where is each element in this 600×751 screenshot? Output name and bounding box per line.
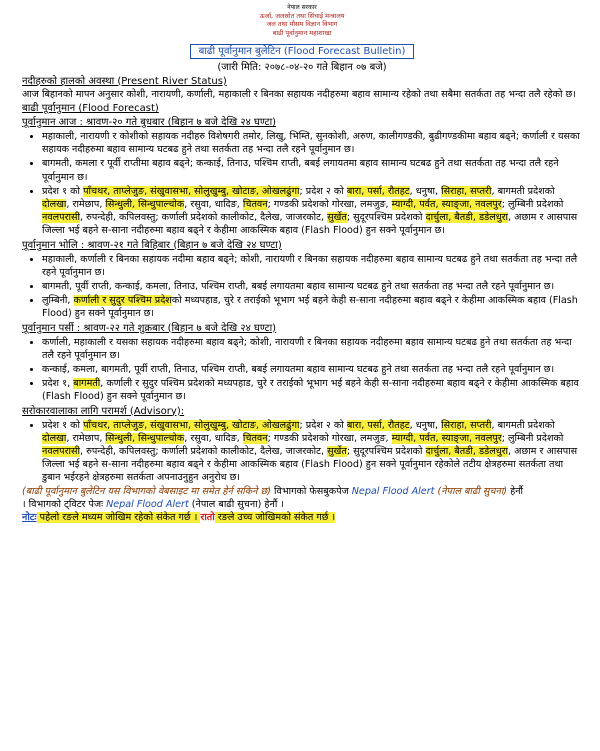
tomorrow-item-1: • महाकाली, कर्णाली र बिनका सहायक नदीमा बहाव बढ्ने; कोशी, नारायणी र बिनका सहायक नदीहरुमा बहाव सामान्य घटबढ हुने तथा सतर्कता तह भन्दा तलै रहने पूर्वानुमान छ। xyxy=(42,253,582,279)
today-item-3: • प्रदेश १ को पाँचथर, ताप्लेजुङ, संखुवासभा, सोलुखुम्बु, खोटाङ, ओखलढुंगा; प्रदेश २ को बारा, पर्सा, रौतहट, धनुषा, सिराहा, सप्तरी, बागमती प्रदेशको दोलखा, रामेछाप, सिन्धुली, सिन्धुपाल्चोक, रसुवा, धादिङ, चितवन; गण्डकी प्रदेशको गोरखा, लमजुङ, म्याग्दी, पर्वत, स्याङ्जा, नवलपुर; लुम्बिनी प्रदेशको नवलपरासी, रुपन्देही, कपिलवस्तु; कर्णाली प्रदेशको कालीकोट, दैलेख, जाजरकोट, सुर्खेत; सुदूरपश्चिम प्रदेशको दार्चुला, बैतडी, डडेलधुरा, अछाम र आसपास जिल्ला भई बहने स-साना नदीहरुमा बहाव बढ्ने र केहीमा आकस्मिक बहाव (Flash Flood) हुन सक्ने पूर्वानुमान छ। xyxy=(42,185,582,238)
highlight-district: चितवन xyxy=(242,432,268,444)
advisory-heading: सरोकारवालाका लागि परामर्श (Advisory): xyxy=(22,405,185,417)
highlight-district: दार्चुला, बैतडी, डडेलधुरा xyxy=(425,212,509,224)
footer-links: (बाढी पूर्वानुमान बुलेटिन यस विभागको वेबसाइट मा समेत हेर्न सकिने छ) विभागको फेसबुकपेज Nepal Flood Alert (नेपाल बाढी सुचना) हेर्नौ xyxy=(22,485,524,497)
dayafter-heading: पूर्वानुमान पर्सी : श्रावण-२२ गते शुक्रबार (बिहान ७ बजे देखि २४ घण्टा) xyxy=(22,322,277,334)
river-status-text: आज बिहानको मापन अनुसार कोशी, नारायणी, कर्णाली, महाकाली र बिनका सहायक नदीहरुमा बहाव सामान्य रहेको तथा सबैमा सतर्कता तह भन्दा तलै रहेको छ। xyxy=(22,88,576,100)
dayafter-item-1: • कर्णाली, महाकाली र यसका सहायक नदीहरुमा बहाव बढ्ने; कोशी, नारायणी र बिनका सहायक नदीहरुमा बहाव सामान्य घटबढ हुने तथा सतर्कता तह भन्दा तलै रहने पूर्वानुमान छ। xyxy=(42,336,582,362)
highlight-district: सुर्खेत xyxy=(327,446,347,458)
highlight-district: म्याग्दी, पर्वत, स्याङ्जा, नवलपुर xyxy=(391,432,502,444)
tomorrow-item-2: • बागमती, पूर्वी राप्ती, कन्काई, कमला, तिनाउ, पश्चिम राप्ती, बबई लगायतमा बहाव सामान्य घटबढ हुने तथा सतर्कता तह भन्दा तलै रहने पूर्वानुमान छ। xyxy=(42,280,582,293)
bulletin-title: बाढी पूर्वानुमान बुलेटिन (Flood Forecast Bulletin) xyxy=(190,44,415,59)
red-note: रङले उच्च जोखिमको संकेत गर्छ । xyxy=(214,511,336,523)
highlight-district: पाँचथर, ताप्लेजुङ, संखुवासभा, सोलुखुम्बु, खोटाङ, ओखलढुंगा xyxy=(83,185,300,197)
river-status-heading: नदीहरुको हालको अवस्था (Present River Status) xyxy=(22,75,227,87)
dayafter-item-2: • कन्काई, कमला, बागमती, पूर्वी राप्ती, तिनाउ, पश्चिम राप्ती, बबई लगायतमा बहाव सामान्य घटबढ हुने तथा सतर्कता तह भन्दा तलै रहने पूर्वानुमान छ। xyxy=(42,363,582,376)
dayafter-list xyxy=(22,336,582,404)
today-item-2: • बागमती, कमला र पूर्वी राप्तीमा बहाव बढ्ने; कन्काई, तिनाउ, पश्चिम राप्ती, बबई लगायतमा बहाव सामान्य घटबढ हुने तथा सतर्कता तह भन्दा तलै रहने पूर्वानुमान छ। xyxy=(42,157,582,183)
issue-date: (जारी मिति: २०७८-०४-२० गते बिहान ०७ बजे) xyxy=(217,61,387,73)
department-name: जल तथा मौसम विज्ञान विभाग xyxy=(266,20,338,29)
highlight-district: सिराहा, सप्तरी xyxy=(441,419,492,431)
red-word: रातो xyxy=(200,511,215,523)
tomorrow-item-3: • लुम्बिनी, कर्णाली र सुदुर पश्चिम प्रदेशको मध्यपहाड, चुरे र तराईको भूभाग भई बहने केही स-साना नदीहरुमा बहाव बढ्ने र केहीमा आकस्मिक बहाव (Flash Flood) हुन सक्ने पूर्वानुमान छ। xyxy=(42,294,582,320)
advisory-item-1: • प्रदेश १ को पाँचथर, ताप्लेजुङ, संखुवासभा, सोलुखुम्बु, खोटाङ, ओखलढुंगा; प्रदेश २ को बारा, पर्सा, रौतहट, धनुषा, सिराहा, सप्तरी, बागमती प्रदेशको दोलखा, रामेछाप, सिन्धुली, सिन्धुपाल्चोक, रसुवा, धादिङ, चितवन; गण्डकी प्रदेशको गोरखा, लमजुङ, म्याग्दी, पर्वत, स्याङ्जा, नवलपुर; लुम्बिनी प्रदेशको नवलपरासी, रुपन्देही, कपिलवस्तु; कर्णाली प्रदेशको कालीकोट, दैलेख, जाजरकोट, सुर्खेत; सुदूरपश्चिम प्रदेशको दार्चुला, बैतडी, डडेलधुरा, अछाम र आसपास जिल्ला भई बहने स-साना नदीहरुमा बहाव बढ्ने र केहीमा आकस्मिक बहाव (Flash Flood) हुन सक्ने पूर्वानुमान रहेकोले तटीय क्षेत्रहरुमा सतर्कता तथा डुबान भईरहने क्षेत्रहरुमा सतर्कता अपनाउनुहुन अनुरोध छ। xyxy=(42,419,582,485)
highlight-district: नवलपरासी xyxy=(42,446,80,458)
letterhead xyxy=(22,4,582,37)
tomorrow-heading: पूर्वानुमान भोलि : श्रावण-२१ गते बिहिबार (बिहान ७ बजे देखि २४ घण्टा) xyxy=(22,239,282,251)
today-list xyxy=(22,130,582,238)
facebook-link[interactable]: Nepal Flood Alert xyxy=(351,485,435,497)
highlight-district: पाँचथर, ताप्लेजुङ, संखुवासभा, सोलुखुम्बु, खोटाङ, ओखलढुंगा xyxy=(83,419,300,431)
highlight-district: दार्चुला, बैतडी, डडेलधुरा xyxy=(425,446,509,458)
note-label: नोटः xyxy=(22,511,37,523)
forecast-heading: बाढी पूर्वानुमान (Flood Forecast) xyxy=(22,103,159,115)
highlight-district: बारा, पर्सा, रौतहट xyxy=(346,419,410,431)
highlight-district: सिन्धुली, सिन्धुपाल्चोक xyxy=(105,432,185,444)
highlight-province: कर्णाली र सुदुर पश्चिम प्रदेश xyxy=(73,295,172,307)
highlight-district: सिराहा, सप्तरी xyxy=(441,185,492,197)
yellow-note: पहेलो रङले मध्यम जोखिम रहेको संकेत गर्छ । xyxy=(36,511,201,523)
ministry-name: ऊर्जा, जलस्रोत तथा सिंचाई मन्त्रालय xyxy=(259,12,345,21)
color-note xyxy=(22,511,582,524)
advisory-list xyxy=(22,419,582,485)
twitter-line: । विभागको ट्विटर पेजः Nepal Flood Alert (नेपाल बाढी सुचना) हेर्नौ । xyxy=(22,498,285,510)
highlight-district: म्याग्दी, पर्वत, स्याङ्जा, नवलपुर xyxy=(391,199,502,211)
division-name: बाढी पूर्वानुमान महाशाखा xyxy=(272,28,332,37)
highlight-district: सिन्धुली, सिन्धुपाल्चोक xyxy=(105,199,185,211)
highlight-province: बागमती xyxy=(73,378,101,390)
twitter-link[interactable]: Nepal Flood Alert xyxy=(106,498,189,510)
highlight-district: दोलखा xyxy=(42,199,67,211)
highlight-district: सुर्खेत xyxy=(327,212,347,224)
gov-name: नेपाल सरकार xyxy=(287,4,317,11)
today-heading: पूर्वानुमान आज : श्रावण-२० गते बुधबार (बिहान ७ बजे देखि २४ घण्टा) xyxy=(22,117,277,129)
highlight-district: बारा, पर्सा, रौतहट xyxy=(346,185,410,197)
today-item-1: • महाकाली, नारायणी र कोशीको सहायक नदीहरु विशेषगरी तमोर, लिखु, भिम्ति, सुनकोशी, अरुण, कालीगण्डकी, बुढीगण्डकीमा बहाव बढ्ने; कर्णाली र यसका सहायक नदीहरुमा बहाव सामान्य घटबढ हुने तथा सतर्कता तह भन्दा तलै रहने पूर्वानुमान छ। xyxy=(42,130,582,156)
highlight-district: चितवन xyxy=(242,199,268,211)
tomorrow-list xyxy=(22,253,582,321)
highlight-district: नवलपरासी xyxy=(42,212,80,224)
website-note: (बाढी पूर्वानुमान बुलेटिन यस विभागको वेबसाइट मा समेत हेर्न सकिने छ) xyxy=(22,485,271,497)
highlight-district: दोलखा xyxy=(42,432,67,444)
dayafter-item-3: • प्रदेश १, बागमती, कर्णाली र सुदुर पश्चिम प्रदेशको मध्यपहाड, चुरे र तराईको भूभाग भई बहने केही स-साना नदीहरुमा बहाव बढ्ने र केहीमा आकस्मिक बहाव (Flash Flood) हुन सक्ने पूर्वानुमान छ। xyxy=(42,377,582,403)
